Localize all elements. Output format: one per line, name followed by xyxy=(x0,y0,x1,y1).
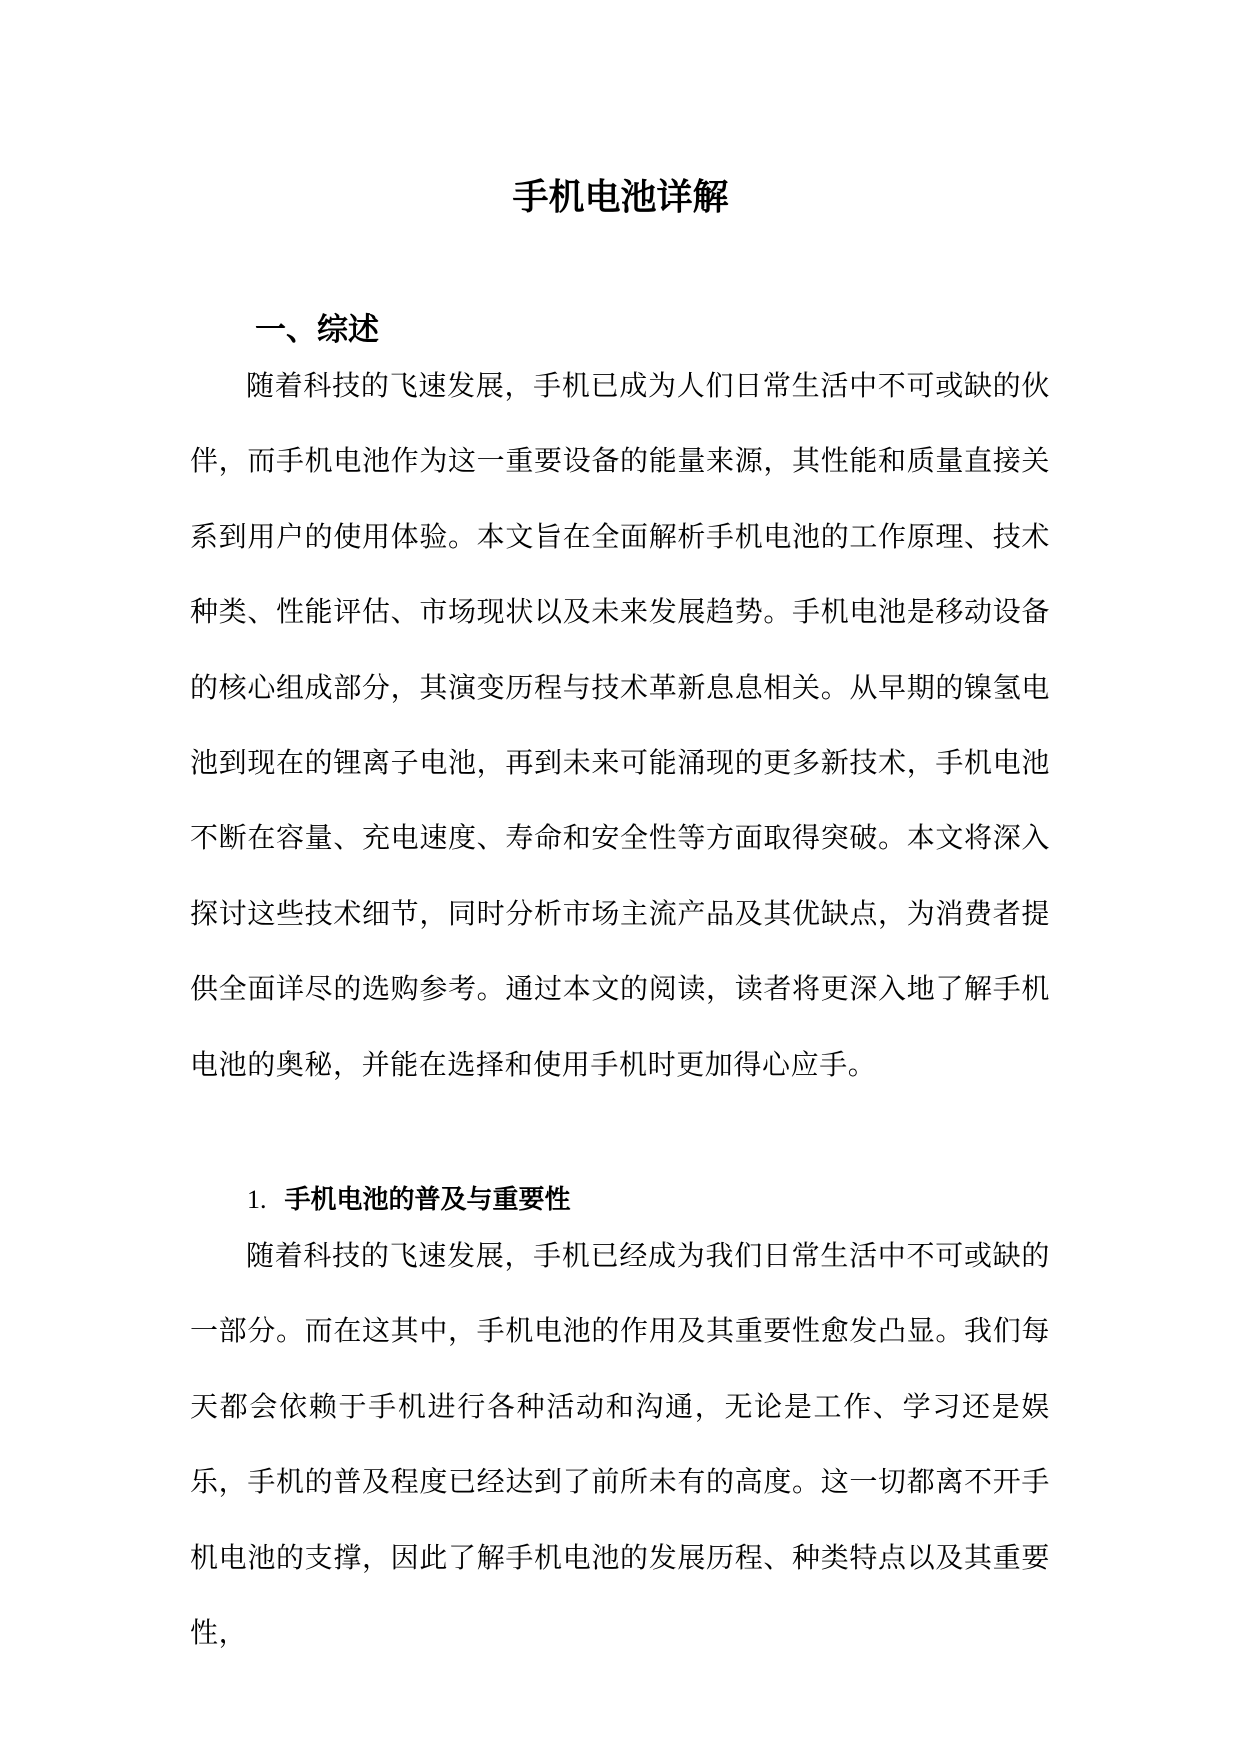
overview-paragraph: 随着科技的飞速发展，手机已成为人们日常生活中不可或缺的伙伴，而手机电池作为这一重要设备的能量来源，其性能和质量直接关系到用户的使用体验。本文旨在全面解析手机电池的工作原理、技术种类、性能评估、市场现状以及未来发展趋势。手机电池是移动设备的核心组成部分，其演变历程与技术革新息息相关。从早期的镍氢电池到现在的锂离子电池，再到未来可能涌现的更多新技术，手机电池不断在容量、充电速度、寿命和安全性等方面取得突破。本文将深入探讨这些技术细节，同时分析市场主流产品及其优缺点，为消费者提供全面详尽的选购参考。通过本文的阅读，读者将更深入地了解手机电池的奥秘，并能在选择和使用手机时更加得心应手。 xyxy=(190,369,1050,1081)
document-title: 手机电池详解 xyxy=(512,177,729,219)
subsection-heading-popularity xyxy=(247,1180,571,1220)
section-heading-overview: 一、综述 xyxy=(255,311,379,348)
subsection-number: 1. xyxy=(247,1185,267,1214)
subsection-title: 手机电池的普及与重要性 xyxy=(284,1185,571,1215)
popularity-paragraph: 随着科技的飞速发展，手机已经成为我们日常生活中不可或缺的一部分。而在这其中，手机电池的作用及其重要性愈发凸显。我们每天都会依赖于手机进行各种活动和沟通，无论是工作、学习还是娱乐，手机的普及程度已经达到了前所未有的高度。这一切都离不开手机电池的支撑，因此了解手机电池的发展历程、种类特点以及其重要性， xyxy=(190,1239,1050,1650)
